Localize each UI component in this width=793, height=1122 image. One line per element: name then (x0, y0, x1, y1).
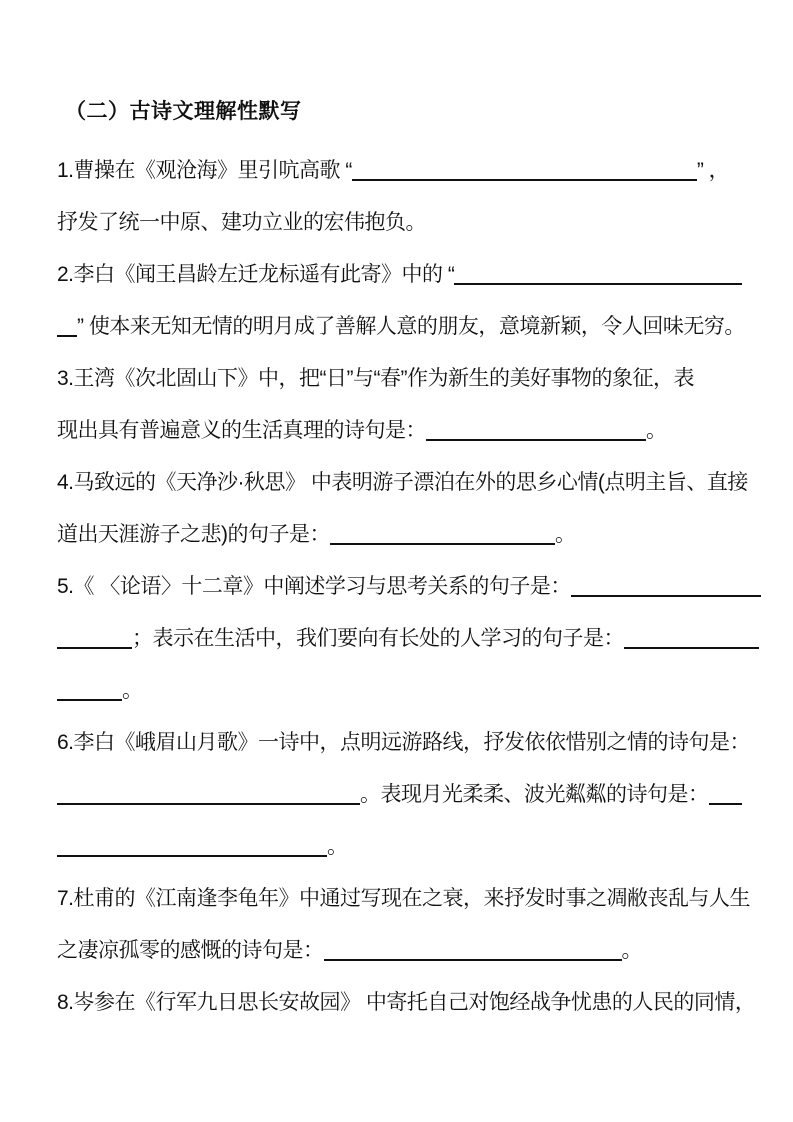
answer-blank (624, 647, 759, 649)
question-text: 8.岑参在《行军九日思长安故园》 中寄托自己对饱经战争忧患的人民的同情， (57, 991, 756, 1014)
question-line (57, 145, 765, 197)
answer-blank (324, 959, 622, 961)
question-text: 现出具有普遍意义的生活真理的诗句是： (57, 419, 426, 442)
question-text: 。 (122, 679, 143, 702)
question-line (57, 717, 765, 769)
answer-blank (571, 595, 761, 597)
answer-blank (57, 699, 122, 701)
question-text: 5.《 〈论语〉十二章》中阐述学习与思考关系的句子是： (57, 575, 571, 598)
question-text: 抒发了统一中原、建功立业的宏伟抱负。 (57, 211, 426, 234)
question-text: ；表示在生活中，我们要向有长处的人学习的句子是： (132, 627, 624, 650)
question-text: 。 (327, 835, 348, 858)
question-text: 7.杜甫的《江南逢李龟年》中通过写现在之衰，来抒发时事之凋敝丧乱与人生 (57, 887, 751, 910)
answer-blank (330, 543, 555, 545)
answer-blank (709, 803, 742, 805)
answer-blank (57, 647, 132, 649)
question-line (57, 613, 765, 665)
question-text: 。 (646, 419, 667, 442)
answer-blank (57, 335, 77, 337)
question-text: ” ， (696, 159, 730, 182)
question-line (57, 873, 765, 925)
question-line (57, 509, 765, 561)
question-text: 1.曹操在《观沧海》里引吭高歌 “ (57, 159, 352, 182)
question-line (57, 769, 765, 821)
question-text: 。 (621, 939, 642, 962)
question-line (57, 197, 765, 249)
question-line (57, 821, 765, 873)
question-text: 道出天涯游子之悲)的句子是： (57, 523, 330, 546)
answer-blank (454, 283, 742, 285)
question-line (57, 977, 765, 1029)
question-line (57, 353, 765, 405)
question-line (57, 665, 765, 717)
answer-blank (57, 803, 360, 805)
question-list (57, 145, 765, 1029)
question-line (57, 249, 765, 301)
section-heading: （二）古诗文理解性默写 (65, 100, 302, 123)
question-text: 6.李白《峨眉山月歌》一诗中，点明远游路线，抒发依依惜别之情的诗句是： (57, 731, 751, 754)
answer-blank (426, 439, 646, 441)
question-line (57, 301, 765, 353)
question-text: 4.马致远的《天净沙·秋思》 中表明游子漂泊在外的思乡心情(点明主旨、直接 (57, 471, 748, 494)
question-text: 之凄凉孤零的感慨的诗句是： (57, 939, 324, 962)
answer-blank (57, 855, 327, 857)
answer-blank (352, 179, 697, 181)
question-line (57, 405, 765, 457)
question-text: 。表现月光柔柔、波光粼粼的诗句是： (360, 783, 709, 806)
question-line (57, 457, 765, 509)
question-text: 。 (555, 523, 576, 546)
question-text: 2.李白《闻王昌龄左迁龙标遥有此寄》中的 “ (57, 263, 455, 286)
question-line (57, 561, 765, 613)
question-text: ” 使本来无知无情的明月成了善解人意的朋友，意境新颖，令人回味无穷。 (77, 315, 745, 338)
question-text: 3.王湾《次北固山下》中，把“日”与“春”作为新生的美好事物的象征，表 (57, 367, 694, 390)
question-line (57, 925, 765, 977)
